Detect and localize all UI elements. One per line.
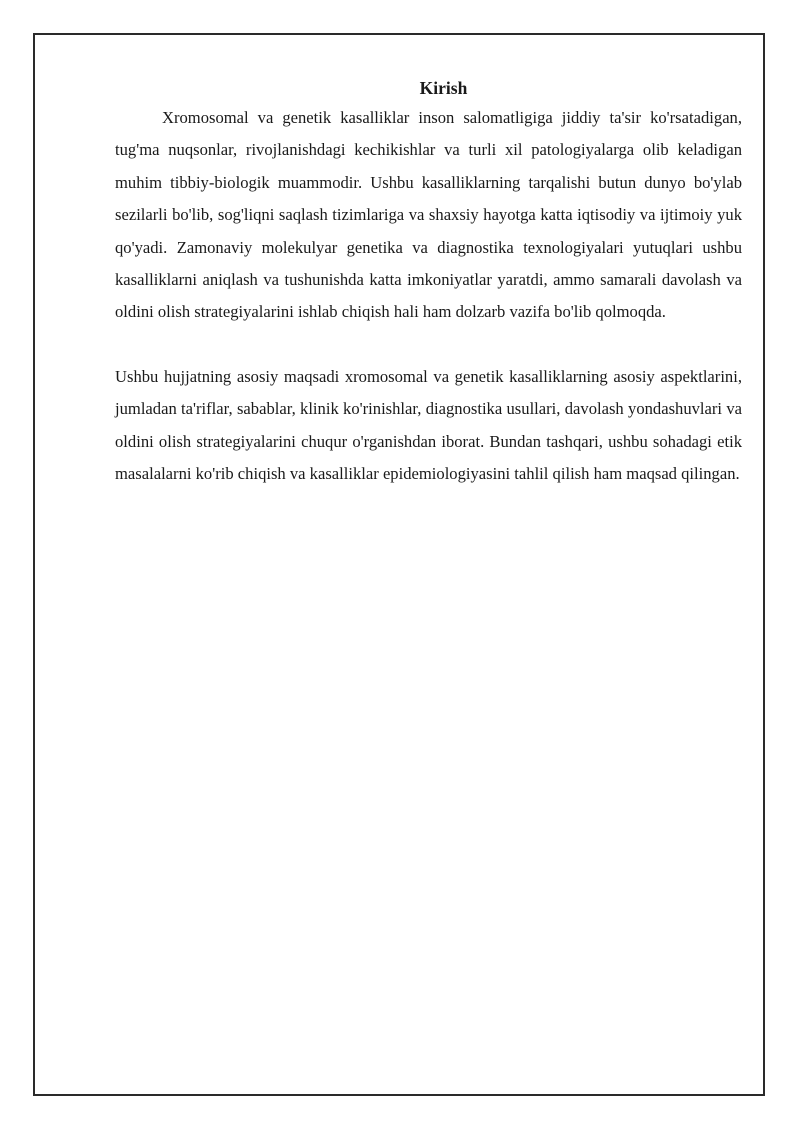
paragraph-purpose: Ushbu hujjatning asosiy maqsadi xromosomal va genetik kasalliklarning asosiy aspektlarini, jumladan ta'riflar, sabablar, klinik ko'rinishlar, diagnostika usullari, davolash yondashuvlari va oldini olish strategiyalarini chuqur o'rganishdan iborat. Bundan tashqari, ushbu sohadagi etik masalalarni ko'rib chiqish va kasalliklar epidemiologiyasini tahlil qilish ham maqsad qilingan.: [115, 366, 742, 484]
section-heading: Kirish: [419, 78, 468, 98]
paragraph-intro: Xromosomal va genetik kasalliklar inson salomatligiga jiddiy ta'sir ko'rsatadigan, tug'ma nuqsonlar, rivojlanishdagi kechikishlar va turli xil patologiyalarga olib keladigan muhim tibbiy-biologik muammodir. Ushbu kasalliklarning tarqalishi butun dunyo bo'ylab sezilarli bo'lib, sog'liqni saqlash tizimlariga va shaxsiy hayotga katta iqtisodiy va ijtimoiy yuk qo'yadi. Zamonaviy molekulyar genetika va diagnostika texnologiyalari yutuqlari ushbu kasalliklarni aniqlash va tushunishda katta imkoniyatlar yaratdi, ammo samarali davolash va oldini olish strategiyalarini ishlab chiqish hali ham dolzarb vazifa bo'lib qolmoqda.: [115, 108, 742, 322]
paragraph-spacer: [115, 329, 742, 361]
document-body: [115, 76, 742, 490]
